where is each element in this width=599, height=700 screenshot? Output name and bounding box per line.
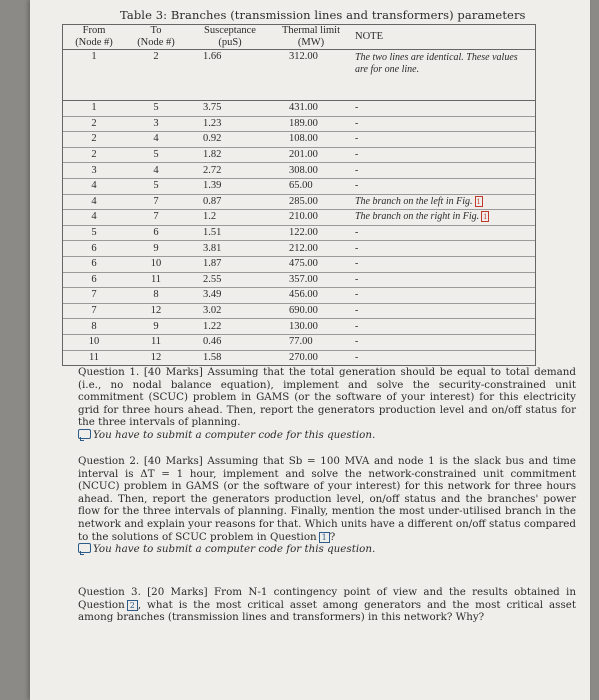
cell-from: 2 xyxy=(63,116,126,132)
cell-from: 10 xyxy=(63,334,126,350)
cell-to: 7 xyxy=(125,194,187,210)
cell-from: 5 xyxy=(63,225,126,241)
cell-from: 1 xyxy=(63,101,126,117)
cell-from: 6 xyxy=(63,256,126,272)
cell-thermal: 308.00 xyxy=(273,163,349,179)
table-row xyxy=(63,194,536,210)
header-note: NOTE xyxy=(349,25,536,50)
cell-note: - xyxy=(349,288,536,304)
cell-susceptance: 0.92 xyxy=(187,132,273,148)
table-row xyxy=(63,210,536,226)
table-row xyxy=(63,225,536,241)
cell-to: 4 xyxy=(125,163,187,179)
cell-note: - xyxy=(349,101,536,117)
table-row xyxy=(63,116,536,132)
question-2-text: Question 2. [40 Marks] Assuming that Sb = 100 MVA and node 1 is the slack bus and time interval is ΔT = 1 hour, implement and solve the network-constrained unit commitment (NCUC) problem in GAMS (or the software of your interest) for this network for three hours ahead. Then, report the generators production level, on/off status and the branches' power flow for the three intervals of planning. Finally, mention the most under-utilised branch in the network and explain your reasons for that. Which units have a different on/off status compared to the solutions of SCUC problem in Question xyxy=(78,455,576,543)
cell-thermal: 210.00 xyxy=(273,210,349,226)
cell-note: The two lines are identical. These values are for one line. xyxy=(349,50,536,77)
question-2-reference[interactable]: 2 xyxy=(127,600,138,611)
cell-to: 9 xyxy=(125,241,187,257)
table-row xyxy=(63,256,536,272)
cell-susceptance: 1.39 xyxy=(187,178,273,194)
cell-from: 4 xyxy=(63,178,126,194)
document-page xyxy=(30,0,590,700)
cell-from: 8 xyxy=(63,319,126,335)
cell-to: 10 xyxy=(125,256,187,272)
cell-from: 3 xyxy=(63,163,126,179)
table-body xyxy=(63,101,536,366)
cell-note: - xyxy=(349,116,536,132)
table-row xyxy=(63,319,536,335)
table-gap-row xyxy=(63,76,536,101)
cell-from: 4 xyxy=(63,210,126,226)
question-1-text: Question 1. [40 Marks] Assuming that the total generation should be equal to total demand (i.e., no nodal balance equation), implement and solve the security-constrained unit commitment (SCUC) problem in GAMS (or the software of your interest) for this electricity grid for three hours ahead. Then, report the generators production level and on/off status for the three intervals of planning. xyxy=(78,366,576,429)
table-header-row xyxy=(63,25,536,50)
cell-to: 2 xyxy=(153,51,159,62)
table-row xyxy=(63,147,536,163)
table-row xyxy=(63,163,536,179)
cell-note: - xyxy=(349,225,536,241)
cell-thermal: 122.00 xyxy=(273,225,349,241)
header-susceptance: Susceptance (puS) xyxy=(187,25,273,50)
cell-to: 4 xyxy=(125,132,187,148)
table-row xyxy=(63,178,536,194)
cell-thermal: 270.00 xyxy=(273,350,349,366)
header-to: To (Node #) xyxy=(125,25,187,50)
cell-note: - xyxy=(349,256,536,272)
question-1-reference[interactable]: 1 xyxy=(319,532,330,543)
cell-note: - xyxy=(349,303,536,319)
cell-thermal: 130.00 xyxy=(273,319,349,335)
cell-susceptance: 2.55 xyxy=(187,272,273,288)
comment-icon xyxy=(78,543,91,553)
question-3: Question 3. [20 Marks] From N-1 contingency point of view and the results obtained in Question 2 , what is the most critical asset among generators and the most critical asset among branches (transmission lines and transformers) in this network? Why? xyxy=(78,586,576,624)
header-thermal-limit: Thermal limit (MW) xyxy=(273,25,349,50)
cell-susceptance: 1.82 xyxy=(187,147,273,163)
cell-thermal: 357.00 xyxy=(273,272,349,288)
cell-from: 1 xyxy=(63,50,126,77)
branches-table xyxy=(62,24,536,366)
cell-susceptance: 3.02 xyxy=(187,303,273,319)
cell-thermal: 475.00 xyxy=(273,256,349,272)
cell-from: 2 xyxy=(63,132,126,148)
table-row xyxy=(63,101,536,117)
cell-note: - xyxy=(349,350,536,366)
table-row xyxy=(63,241,536,257)
cell-note: - xyxy=(349,334,536,350)
cell-susceptance: 3.49 xyxy=(187,288,273,304)
table-row xyxy=(63,334,536,350)
cell-from: 7 xyxy=(63,288,126,304)
cell-from: 2 xyxy=(63,147,126,163)
cell-to: 11 xyxy=(125,272,187,288)
header-from: From (Node #) xyxy=(63,25,126,50)
figure-reference[interactable]: 1 xyxy=(476,196,481,206)
cell-susceptance: 1.51 xyxy=(187,225,273,241)
cell-to: 11 xyxy=(125,334,187,350)
cell-note: - xyxy=(349,241,536,257)
cell-susceptance: 1.22 xyxy=(187,319,273,335)
table-row xyxy=(63,272,536,288)
cell-note: - xyxy=(349,178,536,194)
cell-susceptance: 0.46 xyxy=(187,334,273,350)
table-row xyxy=(63,288,536,304)
cell-susceptance: 1.23 xyxy=(187,116,273,132)
cell-susceptance: 0.87 xyxy=(187,194,273,210)
cell-to: 12 xyxy=(125,350,187,366)
cell-to: 12 xyxy=(125,303,187,319)
cell-susceptance: 2.72 xyxy=(187,163,273,179)
cell-thermal: 456.00 xyxy=(273,288,349,304)
cell-note: - xyxy=(349,147,536,163)
question-2-submit-note: You have to submit a computer code for this question. xyxy=(78,543,576,556)
cell-from: 6 xyxy=(63,241,126,257)
cell-thermal: 690.00 xyxy=(273,303,349,319)
cell-to: 5 xyxy=(125,101,187,117)
cell-thermal: 285.00 xyxy=(273,194,349,210)
table-row xyxy=(63,350,536,366)
cell-susceptance: 1.58 xyxy=(187,350,273,366)
table-row xyxy=(63,132,536,148)
cell-susceptance: 1.66 xyxy=(203,51,222,62)
question-1 xyxy=(78,366,576,442)
cell-thermal: 189.00 xyxy=(273,116,349,132)
cell-susceptance: 3.75 xyxy=(187,101,273,117)
cell-from: 7 xyxy=(63,303,126,319)
cell-from: 11 xyxy=(63,350,126,366)
cell-susceptance: 3.81 xyxy=(187,241,273,257)
cell-from: 6 xyxy=(63,272,126,288)
cell-thermal: 108.00 xyxy=(273,132,349,148)
cell-note: - xyxy=(349,272,536,288)
table-row xyxy=(63,50,536,77)
cell-susceptance: 1.87 xyxy=(187,256,273,272)
cell-note: - xyxy=(349,132,536,148)
cell-to: 5 xyxy=(125,178,187,194)
cell-note: - xyxy=(349,163,536,179)
cell-to: 3 xyxy=(125,116,187,132)
cell-thermal: 431.00 xyxy=(273,101,349,117)
cell-thermal: 65.00 xyxy=(273,178,349,194)
cell-to: 5 xyxy=(125,147,187,163)
table-caption: Table 3: Branches (transmission lines and transformers) parameters xyxy=(120,8,526,22)
cell-to: 9 xyxy=(125,319,187,335)
table-row xyxy=(63,303,536,319)
cell-thermal: 312.00 xyxy=(289,51,318,62)
cell-to: 7 xyxy=(125,210,187,226)
cell-note: The branch on the right in Fig. 1 xyxy=(349,210,536,226)
figure-reference[interactable]: 1 xyxy=(483,212,488,222)
cell-note: The branch on the left in Fig. 1 xyxy=(349,194,536,210)
comment-icon xyxy=(78,429,91,439)
cell-to: 8 xyxy=(125,288,187,304)
question-2: Question 2. [40 Marks] Assuming that Sb = 100 MVA and node 1 is the slack bus and time interval is ΔT = 1 hour, implement and solve the network-constrained unit commitment (NCUC) problem in GAMS (or the software of your interest) for this network for three hours ahead. Then, report the generators production level, on/off status and the branches' power flow for the three intervals of planning. Finally, mention the most under-utilised branch in the network and explain your reasons for that. Which units have a different on/off status compared to the solutions of SCUC problem in Question 1 ? You have to submit a computer code for this question. xyxy=(78,455,576,556)
cell-thermal: 201.00 xyxy=(273,147,349,163)
cell-to: 6 xyxy=(125,225,187,241)
cell-susceptance: 1.2 xyxy=(187,210,273,226)
cell-thermal: 77.00 xyxy=(273,334,349,350)
question-3-text: Question 3. [20 Marks] From N-1 contingency point of view and the results obtained in Question xyxy=(78,586,576,611)
question-1-submit-note: You have to submit a computer code for this question. xyxy=(78,429,576,442)
cell-thermal: 212.00 xyxy=(273,241,349,257)
cell-note: - xyxy=(349,319,536,335)
cell-from: 4 xyxy=(63,194,126,210)
